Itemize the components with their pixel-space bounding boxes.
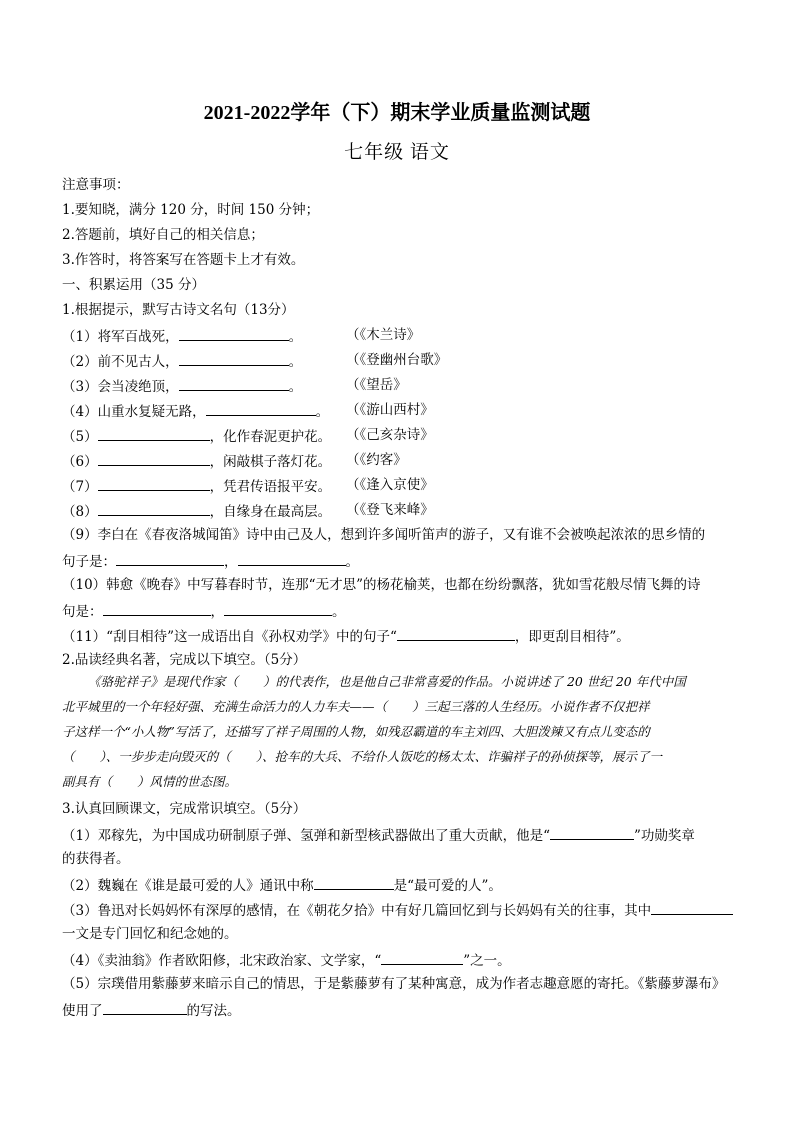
answer-blank bbox=[103, 601, 211, 616]
poem-line-1: （1）将军百战死， 。 bbox=[62, 326, 302, 346]
answer-blank bbox=[179, 326, 289, 341]
question-2-heading: 2.品读经典名著，完成以下填空。（5分） bbox=[62, 652, 307, 668]
answer-blank bbox=[224, 601, 332, 616]
notice-item: 1.要知晓，满分 120 分，时间 150 分钟； bbox=[62, 202, 320, 218]
answer-blank bbox=[314, 875, 394, 890]
answer-blank bbox=[98, 476, 210, 491]
poem-source: （《逢入京使》 bbox=[346, 477, 434, 493]
question-3-item-5: （5）宗璞借用紫藤萝来暗示自己的情思，于是紫藤萝有了某种寓意，成为作者志趣意愿的寄托。《紫藤萝瀑布》 bbox=[62, 976, 726, 992]
poem-line-7: （7） ，凭君传语报平安。 bbox=[62, 476, 331, 496]
question-1-heading: 1.根据提示，默写古诗文名句（13分） bbox=[62, 302, 295, 318]
answer-blank bbox=[179, 376, 289, 391]
answer-blank bbox=[98, 426, 210, 441]
answer-blank bbox=[397, 626, 515, 641]
passage-line: （ ）、一步步走向毁灭的（ ）、抢车的大兵、不给仆人饭吃的杨太太、诈骗祥子的孙侦探等，展示了一 bbox=[62, 749, 663, 764]
question-1-item-10: （10）韩愈《晚春》中写暮春时节，连那“无才思”的杨花榆荚，也都在纷纷飘落，犹如雪花般尽情飞舞的诗 bbox=[62, 577, 701, 593]
answer-blank bbox=[206, 401, 316, 416]
answer-blank bbox=[103, 1000, 187, 1015]
section-heading: 一、积累运用（35 分） bbox=[62, 277, 205, 293]
question-3-item-3: （3）鲁迅对长妈妈怀有深厚的感情，在《朝花夕拾》中有好几篇回忆到与长妈妈有关的往事，其中 bbox=[62, 900, 733, 920]
question-1-item-9-answer: 句子是： ， 。 bbox=[62, 551, 359, 571]
poem-line-2: （2）前不见古人， 。 bbox=[62, 351, 302, 371]
passage-line: 《骆驼祥子》是现代作家（ ）的代表作，也是他自己非常喜爱的作品。小说讲述了 20 世纪 20 年代中国 bbox=[88, 674, 686, 689]
poem-source: （《木兰诗》 bbox=[346, 327, 421, 343]
poem-source: （《约客》 bbox=[346, 452, 407, 468]
passage-line: 副具有（ ）风情的世态图。 bbox=[62, 774, 238, 789]
question-3-item-1: （1）邓稼先，为中国成功研制原子弹、氢弹和新型核武器做出了重大贡献，他是“ ”功勋奖章 bbox=[62, 825, 695, 845]
answer-blank bbox=[98, 451, 210, 466]
question-3-item-4: （4）《卖油翁》作者欧阳修，北宋政治家、文学家，“ ”之一。 bbox=[62, 950, 511, 970]
question-3-item-1-cont: 的获得者。 bbox=[62, 851, 130, 867]
notice-item: 2.答题前，填好自己的相关信息； bbox=[62, 227, 264, 243]
passage-line: 子这样一个“小人物”写活了，还描写了祥子周围的人物，如残忍霸道的车主刘四、大胆泼辣又有点儿变态的 bbox=[62, 724, 650, 739]
answer-blank bbox=[238, 551, 346, 566]
poem-source: （《望岳》 bbox=[346, 377, 407, 393]
answer-blank bbox=[550, 825, 634, 840]
question-3-item-5-cont: 使用了 的写法。 bbox=[62, 1000, 241, 1020]
poem-line-4: （4）山重水复疑无路， 。 bbox=[62, 401, 329, 421]
page-subtitle: 七年级 语文 bbox=[344, 142, 450, 163]
question-3-heading: 3.认真回顾课文，完成常识填空。（5分） bbox=[62, 801, 307, 817]
answer-blank bbox=[116, 551, 224, 566]
question-1-item-9: （9）李白在《春夜洛城闻笛》诗中由己及人，想到许多闻听笛声的游子，又有谁不会被唤起浓浓的思乡情的 bbox=[62, 527, 706, 543]
poem-source: （《己亥杂诗》 bbox=[346, 427, 434, 443]
question-1-item-10-answer: 句是： ， 。 bbox=[62, 601, 346, 621]
poem-source: （《登飞来峰》 bbox=[346, 502, 434, 518]
question-1-item-11: （11）“刮目相待”这一成语出自《孙权劝学》中的句子“ ，即更刮目相待”。 bbox=[62, 626, 630, 646]
answer-blank bbox=[651, 900, 733, 915]
poem-source: （《游山西村》 bbox=[346, 402, 434, 418]
poem-line-3: （3）会当凌绝顶， 。 bbox=[62, 376, 302, 396]
page-title: 2021-2022学年（下）期末学业质量监测试题 bbox=[203, 102, 591, 124]
poem-source: （《登幽州台歌》 bbox=[346, 352, 448, 368]
answer-blank bbox=[381, 950, 463, 965]
poem-line-5: （5） ，化作春泥更护花。 bbox=[62, 426, 331, 446]
answer-blank bbox=[98, 501, 210, 516]
question-3-item-3-cont: 一文是专门回忆和纪念她的。 bbox=[62, 926, 238, 942]
poem-line-6: （6） ，闲敲棋子落灯花。 bbox=[62, 451, 331, 471]
answer-blank bbox=[179, 351, 289, 366]
passage-line: 北平城里的一个年轻好强、充满生命活力的人力车夫——（ ）三起三落的人生经历。小说作者不仅把祥 bbox=[62, 699, 650, 714]
notice-heading: 注意事项： bbox=[62, 177, 130, 193]
notice-item: 3.作答时，将答案写在答题卡上才有效。 bbox=[62, 252, 305, 268]
question-3-item-2: （2）魏巍在《谁是最可爱的人》通讯中称 是“最可爱的人”。 bbox=[62, 875, 502, 895]
poem-line-8: （8） ，自缘身在最高层。 bbox=[62, 501, 331, 521]
question-2-passage bbox=[62, 669, 734, 794]
